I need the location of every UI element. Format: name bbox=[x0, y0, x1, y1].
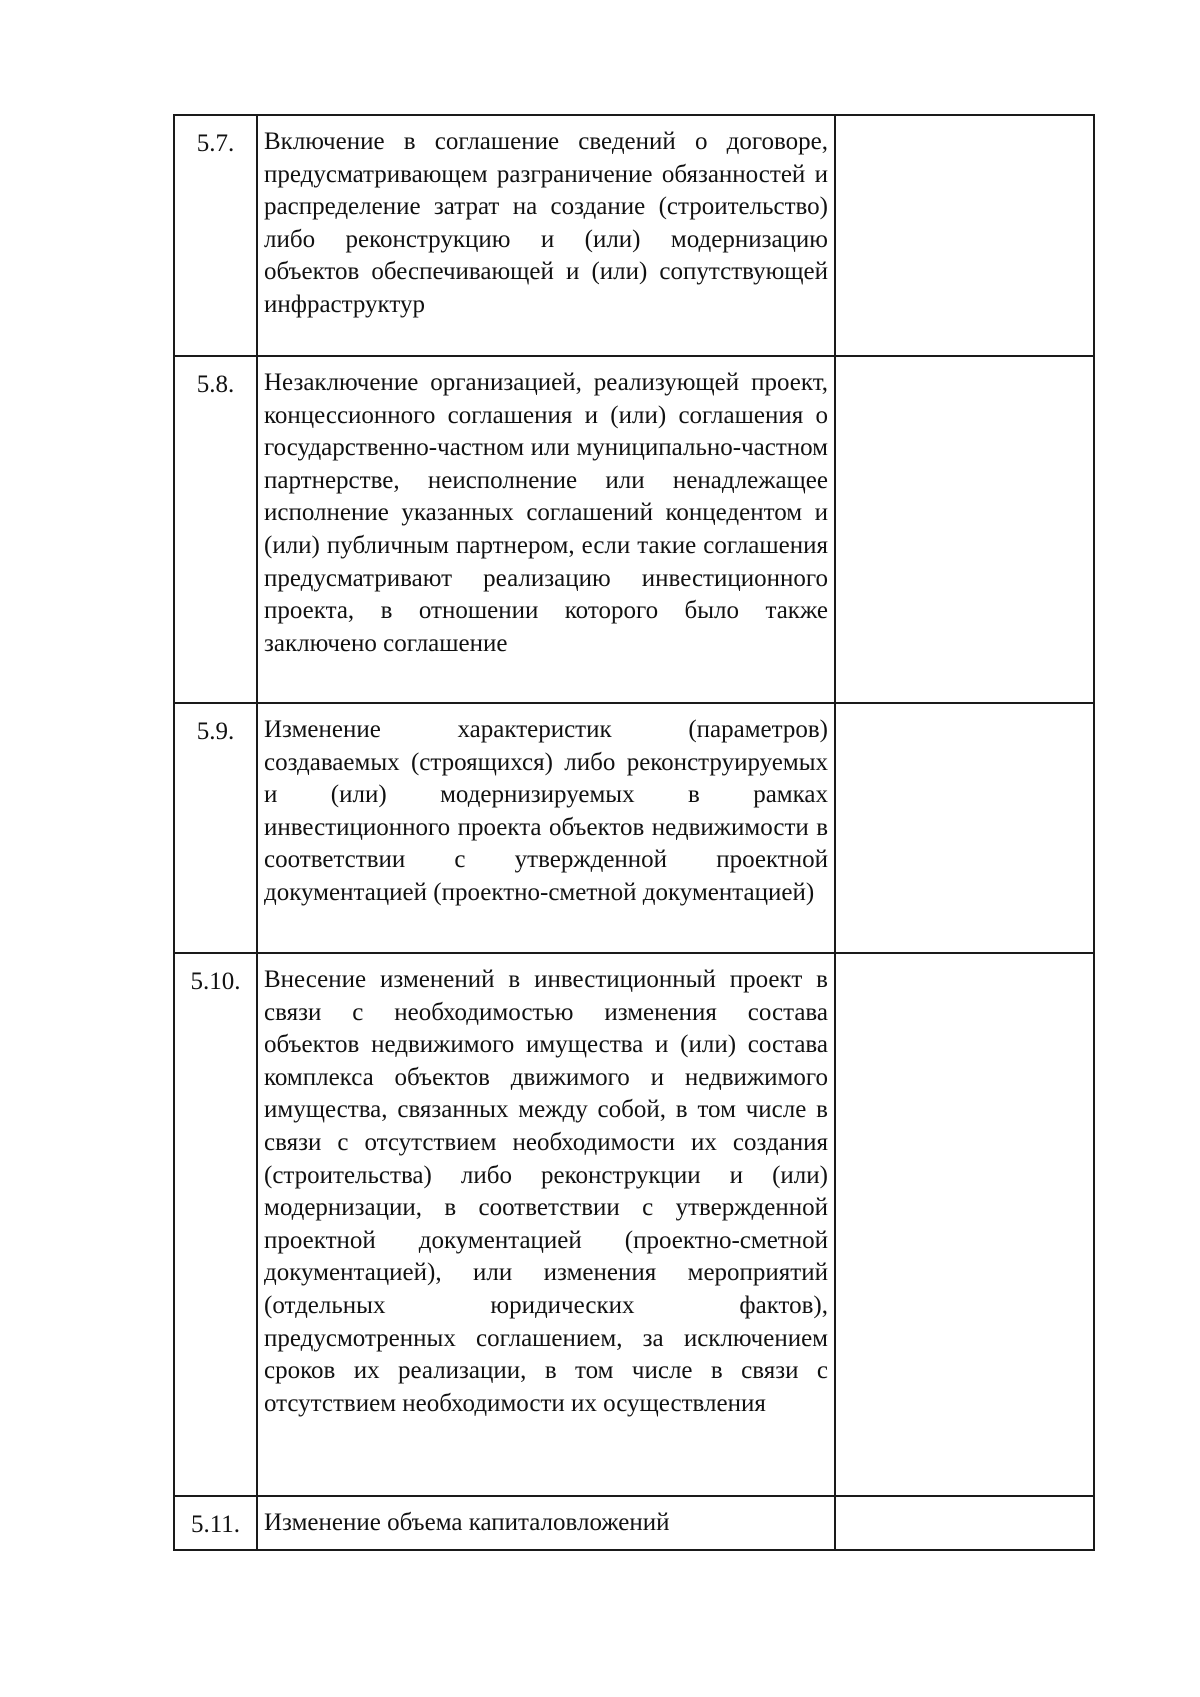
row-text-content: Включение в соглашение сведений о договоре, предусматривающем разграничение обязанностей и распределение затрат на создание (строительство) либо реконструкцию и (или) модернизацию объектов обеспечивающей и (или) сопутствующей инфраструктур bbox=[264, 128, 828, 318]
row-text-content: Незаключение организацией, реализующей проект, концессионного соглашения и (или) соглашения о государственно-частном или муниципально-частном партнерстве, неисполнение или ненадлежащее исполнение указанных соглашений концедентом и (или) публичным партнером, если такие соглашения предусматривают реализацию инвестиционного проекта, в отношении которого было также заключено соглашение bbox=[264, 369, 828, 657]
table-row bbox=[174, 953, 1094, 1496]
row-number: 5.7. bbox=[174, 115, 257, 356]
row-note-cell bbox=[835, 356, 1094, 703]
row-number: 5.9. bbox=[174, 703, 257, 953]
row-text bbox=[257, 356, 835, 703]
row-text-content: Изменение характеристик (параметров) создаваемых (строящихся) либо реконструируемых и (или) модернизируемых в рамках инвестиционного проекта объектов недвижимости в соответствии с утвержденной проектной документацией (проектно-сметной документацией) bbox=[264, 716, 828, 906]
table-row bbox=[174, 115, 1094, 356]
row-text bbox=[257, 953, 835, 1496]
row-text bbox=[257, 115, 835, 356]
row-text bbox=[257, 1496, 835, 1550]
row-note-cell bbox=[835, 1496, 1094, 1550]
row-text-content: Изменение объема капиталовложений bbox=[264, 1509, 670, 1536]
row-number: 5.11. bbox=[174, 1496, 257, 1550]
table-row bbox=[174, 1496, 1094, 1550]
row-note-cell bbox=[835, 115, 1094, 356]
requirements-table bbox=[173, 114, 1095, 1551]
row-text-content: Внесение изменений в инвестиционный проект в связи с необходимостью изменения состава объектов недвижимого имущества и (или) состава комплекса объектов движимого и недвижимого имущества, связанных между собой, в том числе в связи с отсутствием необходимости их создания (строительства) либо реконструкции и (или) модернизации, в соответствии с утвержденной проектной документацией (проектно-сметной документацией), или изменения мероприятий (отдельных юридических фактов), предусмотренных соглашением, за исключением сроков их реализации, в том числе в связи с отсутствием необходимости их осуществления bbox=[264, 966, 828, 1417]
row-note-cell bbox=[835, 953, 1094, 1496]
table-row bbox=[174, 356, 1094, 703]
row-number: 5.10. bbox=[174, 953, 257, 1496]
row-note-cell bbox=[835, 703, 1094, 953]
row-text bbox=[257, 703, 835, 953]
row-number: 5.8. bbox=[174, 356, 257, 703]
table-row bbox=[174, 703, 1094, 953]
